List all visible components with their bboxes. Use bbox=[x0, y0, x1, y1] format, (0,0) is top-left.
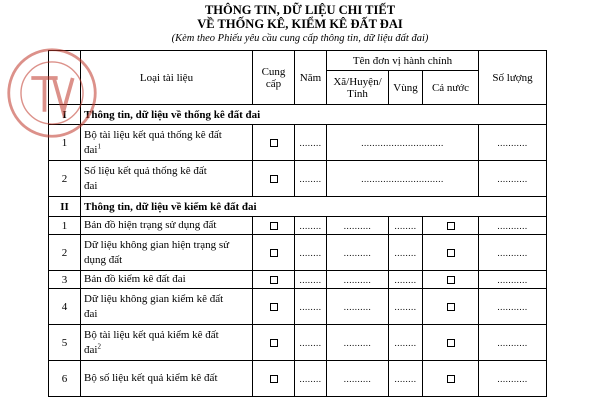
country-checkbox[interactable] bbox=[447, 303, 455, 311]
year-field[interactable]: ........ bbox=[295, 271, 327, 289]
table-row bbox=[49, 361, 547, 397]
provide-checkbox[interactable] bbox=[270, 276, 278, 284]
quantity-field[interactable]: ........... bbox=[479, 325, 547, 361]
header-provide-line1: Cung bbox=[261, 65, 286, 78]
quantity-field[interactable]: ........... bbox=[479, 271, 547, 289]
row-doc-name-line2 bbox=[84, 343, 249, 358]
provide-checkbox-cell[interactable] bbox=[253, 217, 295, 235]
table-header-row bbox=[49, 51, 547, 71]
year-field[interactable]: ........ bbox=[295, 361, 327, 397]
provide-checkbox-cell[interactable] bbox=[253, 235, 295, 271]
commune-field[interactable]: .......... bbox=[327, 325, 389, 361]
provide-checkbox-cell[interactable] bbox=[253, 325, 295, 361]
header-commune-line2: Tỉnh bbox=[347, 87, 368, 100]
commune-field[interactable]: .......... bbox=[327, 361, 389, 397]
year-field[interactable]: ........ bbox=[295, 125, 327, 161]
quantity-field[interactable]: ........... bbox=[479, 217, 547, 235]
country-checkbox[interactable] bbox=[447, 222, 455, 230]
header-admin-unit: Tên đơn vị hành chính bbox=[327, 51, 479, 71]
row-doc-name bbox=[81, 125, 253, 161]
commune-field[interactable]: .......... bbox=[327, 235, 389, 271]
land-statistics-table bbox=[48, 50, 547, 397]
row-number: 2 bbox=[49, 161, 81, 197]
header-provide-line2: cấp bbox=[265, 77, 282, 90]
header-year: Năm bbox=[295, 51, 327, 105]
country-checkbox-cell[interactable] bbox=[423, 361, 479, 397]
commune-field[interactable]: .......... bbox=[327, 271, 389, 289]
row-doc-name-line2: đai bbox=[84, 307, 98, 320]
country-checkbox[interactable] bbox=[447, 375, 455, 383]
header-region: Vùng bbox=[389, 71, 423, 105]
table-row bbox=[49, 161, 547, 197]
table-row bbox=[49, 271, 547, 289]
stamp-monogram bbox=[31, 78, 72, 112]
region-field[interactable]: ........ bbox=[389, 361, 423, 397]
row-doc-name bbox=[81, 161, 253, 197]
stamp-outer-ring bbox=[9, 50, 95, 136]
row-doc-name bbox=[81, 325, 253, 361]
provide-checkbox[interactable] bbox=[270, 339, 278, 347]
row-doc-name-line2: dụng đất bbox=[84, 253, 123, 266]
country-checkbox[interactable] bbox=[447, 339, 455, 347]
region-field[interactable]: ........ bbox=[389, 289, 423, 325]
footnote-marker: 2 bbox=[97, 341, 101, 350]
row-number: 6 bbox=[49, 361, 81, 397]
quantity-field[interactable]: ........... bbox=[479, 125, 547, 161]
footnote-marker: 1 bbox=[97, 141, 101, 150]
row-doc-name-line1: Dữ liệu không gian kiểm kê đất bbox=[84, 292, 224, 305]
row-doc-name-line1: Bộ tài liệu kết quả kiểm kê đất bbox=[84, 328, 219, 341]
quantity-field[interactable]: ........... bbox=[479, 361, 547, 397]
header-country: Cả nước bbox=[423, 71, 479, 105]
country-checkbox-cell[interactable] bbox=[423, 289, 479, 325]
row-doc-name-line1: Dữ liệu không gian hiện trạng sử bbox=[84, 238, 230, 251]
header-quantity: Số lượng bbox=[479, 51, 547, 105]
row-doc-name-line1: Số liệu kết quả thống kê đất bbox=[84, 164, 207, 177]
row-doc-name-line1: Bộ tài liệu kết quả thống kê đất bbox=[84, 128, 222, 141]
row-doc-name bbox=[81, 289, 253, 325]
row-number: 2 bbox=[49, 235, 81, 271]
provide-checkbox-cell[interactable] bbox=[253, 289, 295, 325]
table-row bbox=[49, 125, 547, 161]
row-doc-name-line2 bbox=[84, 143, 249, 158]
library-stamp-watermark bbox=[5, 46, 99, 140]
row-number: 1 bbox=[49, 217, 81, 235]
provide-checkbox-cell[interactable] bbox=[253, 161, 295, 197]
region-field[interactable]: ........ bbox=[389, 271, 423, 289]
quantity-field[interactable]: ........... bbox=[479, 161, 547, 197]
provide-checkbox-cell[interactable] bbox=[253, 361, 295, 397]
row-doc-name bbox=[81, 235, 253, 271]
provide-checkbox[interactable] bbox=[270, 303, 278, 311]
row-doc-name-line2-text: đai bbox=[84, 343, 98, 356]
section-row bbox=[49, 197, 547, 217]
row-doc-name bbox=[81, 361, 253, 397]
section-roman: II bbox=[49, 197, 81, 217]
admin-unit-field[interactable]: .............................. bbox=[327, 161, 479, 197]
quantity-field[interactable]: ........... bbox=[479, 289, 547, 325]
commune-field[interactable]: .......... bbox=[327, 289, 389, 325]
header-commune bbox=[327, 71, 389, 105]
country-checkbox-cell[interactable] bbox=[423, 235, 479, 271]
year-field[interactable]: ........ bbox=[295, 217, 327, 235]
year-field[interactable]: ........ bbox=[295, 289, 327, 325]
country-checkbox-cell[interactable] bbox=[423, 325, 479, 361]
row-number: 3 bbox=[49, 271, 81, 289]
header-doc-type: Loại tài liệu bbox=[81, 51, 253, 105]
table-row bbox=[49, 325, 547, 361]
row-doc-name-line2-text: đai bbox=[84, 143, 98, 156]
section-roman: I bbox=[49, 105, 81, 125]
region-field[interactable]: ........ bbox=[389, 235, 423, 271]
section-title: Thông tin, dữ liệu về thống kê đất đai bbox=[81, 105, 547, 125]
country-checkbox-cell[interactable] bbox=[423, 217, 479, 235]
region-field[interactable]: ........ bbox=[389, 217, 423, 235]
document-title-line1: THÔNG TIN, DỮ LIỆU CHI TIẾT bbox=[204, 3, 396, 17]
year-field[interactable]: ........ bbox=[295, 161, 327, 197]
provide-checkbox[interactable] bbox=[270, 139, 278, 147]
row-doc-name-line1: Bản đồ kiểm kê đất đai bbox=[84, 273, 186, 285]
row-number: 4 bbox=[49, 289, 81, 325]
year-field[interactable]: ........ bbox=[295, 325, 327, 361]
table-row bbox=[49, 289, 547, 325]
provide-checkbox[interactable] bbox=[270, 222, 278, 230]
table-row bbox=[49, 235, 547, 271]
row-number: 5 bbox=[49, 325, 81, 361]
section-title: Thông tin, dữ liệu về kiểm kê đất đai bbox=[81, 197, 547, 217]
row-doc-name bbox=[81, 271, 253, 289]
header-commune-line1: Xã/Huyện/ bbox=[333, 75, 382, 88]
country-checkbox[interactable] bbox=[447, 276, 455, 284]
document-subtitle: (Kèm theo Phiếu yêu cầu cung cấp thông tin, dữ liệu đất đai) bbox=[171, 33, 429, 44]
section-row bbox=[49, 105, 547, 125]
row-doc-name-line2: đai bbox=[84, 179, 98, 192]
admin-unit-field[interactable]: .............................. bbox=[327, 125, 479, 161]
provide-checkbox-cell[interactable] bbox=[253, 271, 295, 289]
region-field[interactable]: ........ bbox=[389, 325, 423, 361]
provide-checkbox-cell[interactable] bbox=[253, 125, 295, 161]
stamp-inner-ring bbox=[21, 62, 83, 124]
provide-checkbox[interactable] bbox=[270, 375, 278, 383]
header-provide bbox=[253, 51, 295, 105]
document-title-line2: VỀ THỐNG KÊ, KIỂM KÊ ĐẤT ĐAI bbox=[197, 17, 403, 31]
table-row bbox=[49, 217, 547, 235]
row-doc-name-line1: Bản đồ hiện trạng sử dụng đất bbox=[84, 219, 217, 231]
quantity-field[interactable]: ........... bbox=[479, 235, 547, 271]
commune-field[interactable]: .......... bbox=[327, 217, 389, 235]
country-checkbox-cell[interactable] bbox=[423, 271, 479, 289]
row-number: 1 bbox=[49, 125, 81, 161]
row-doc-name-line1: Bộ số liệu kết quả kiểm kê đất bbox=[84, 372, 218, 384]
provide-checkbox[interactable] bbox=[270, 175, 278, 183]
provide-checkbox[interactable] bbox=[270, 249, 278, 257]
year-field[interactable]: ........ bbox=[295, 235, 327, 271]
row-doc-name bbox=[81, 217, 253, 235]
country-checkbox[interactable] bbox=[447, 249, 455, 257]
